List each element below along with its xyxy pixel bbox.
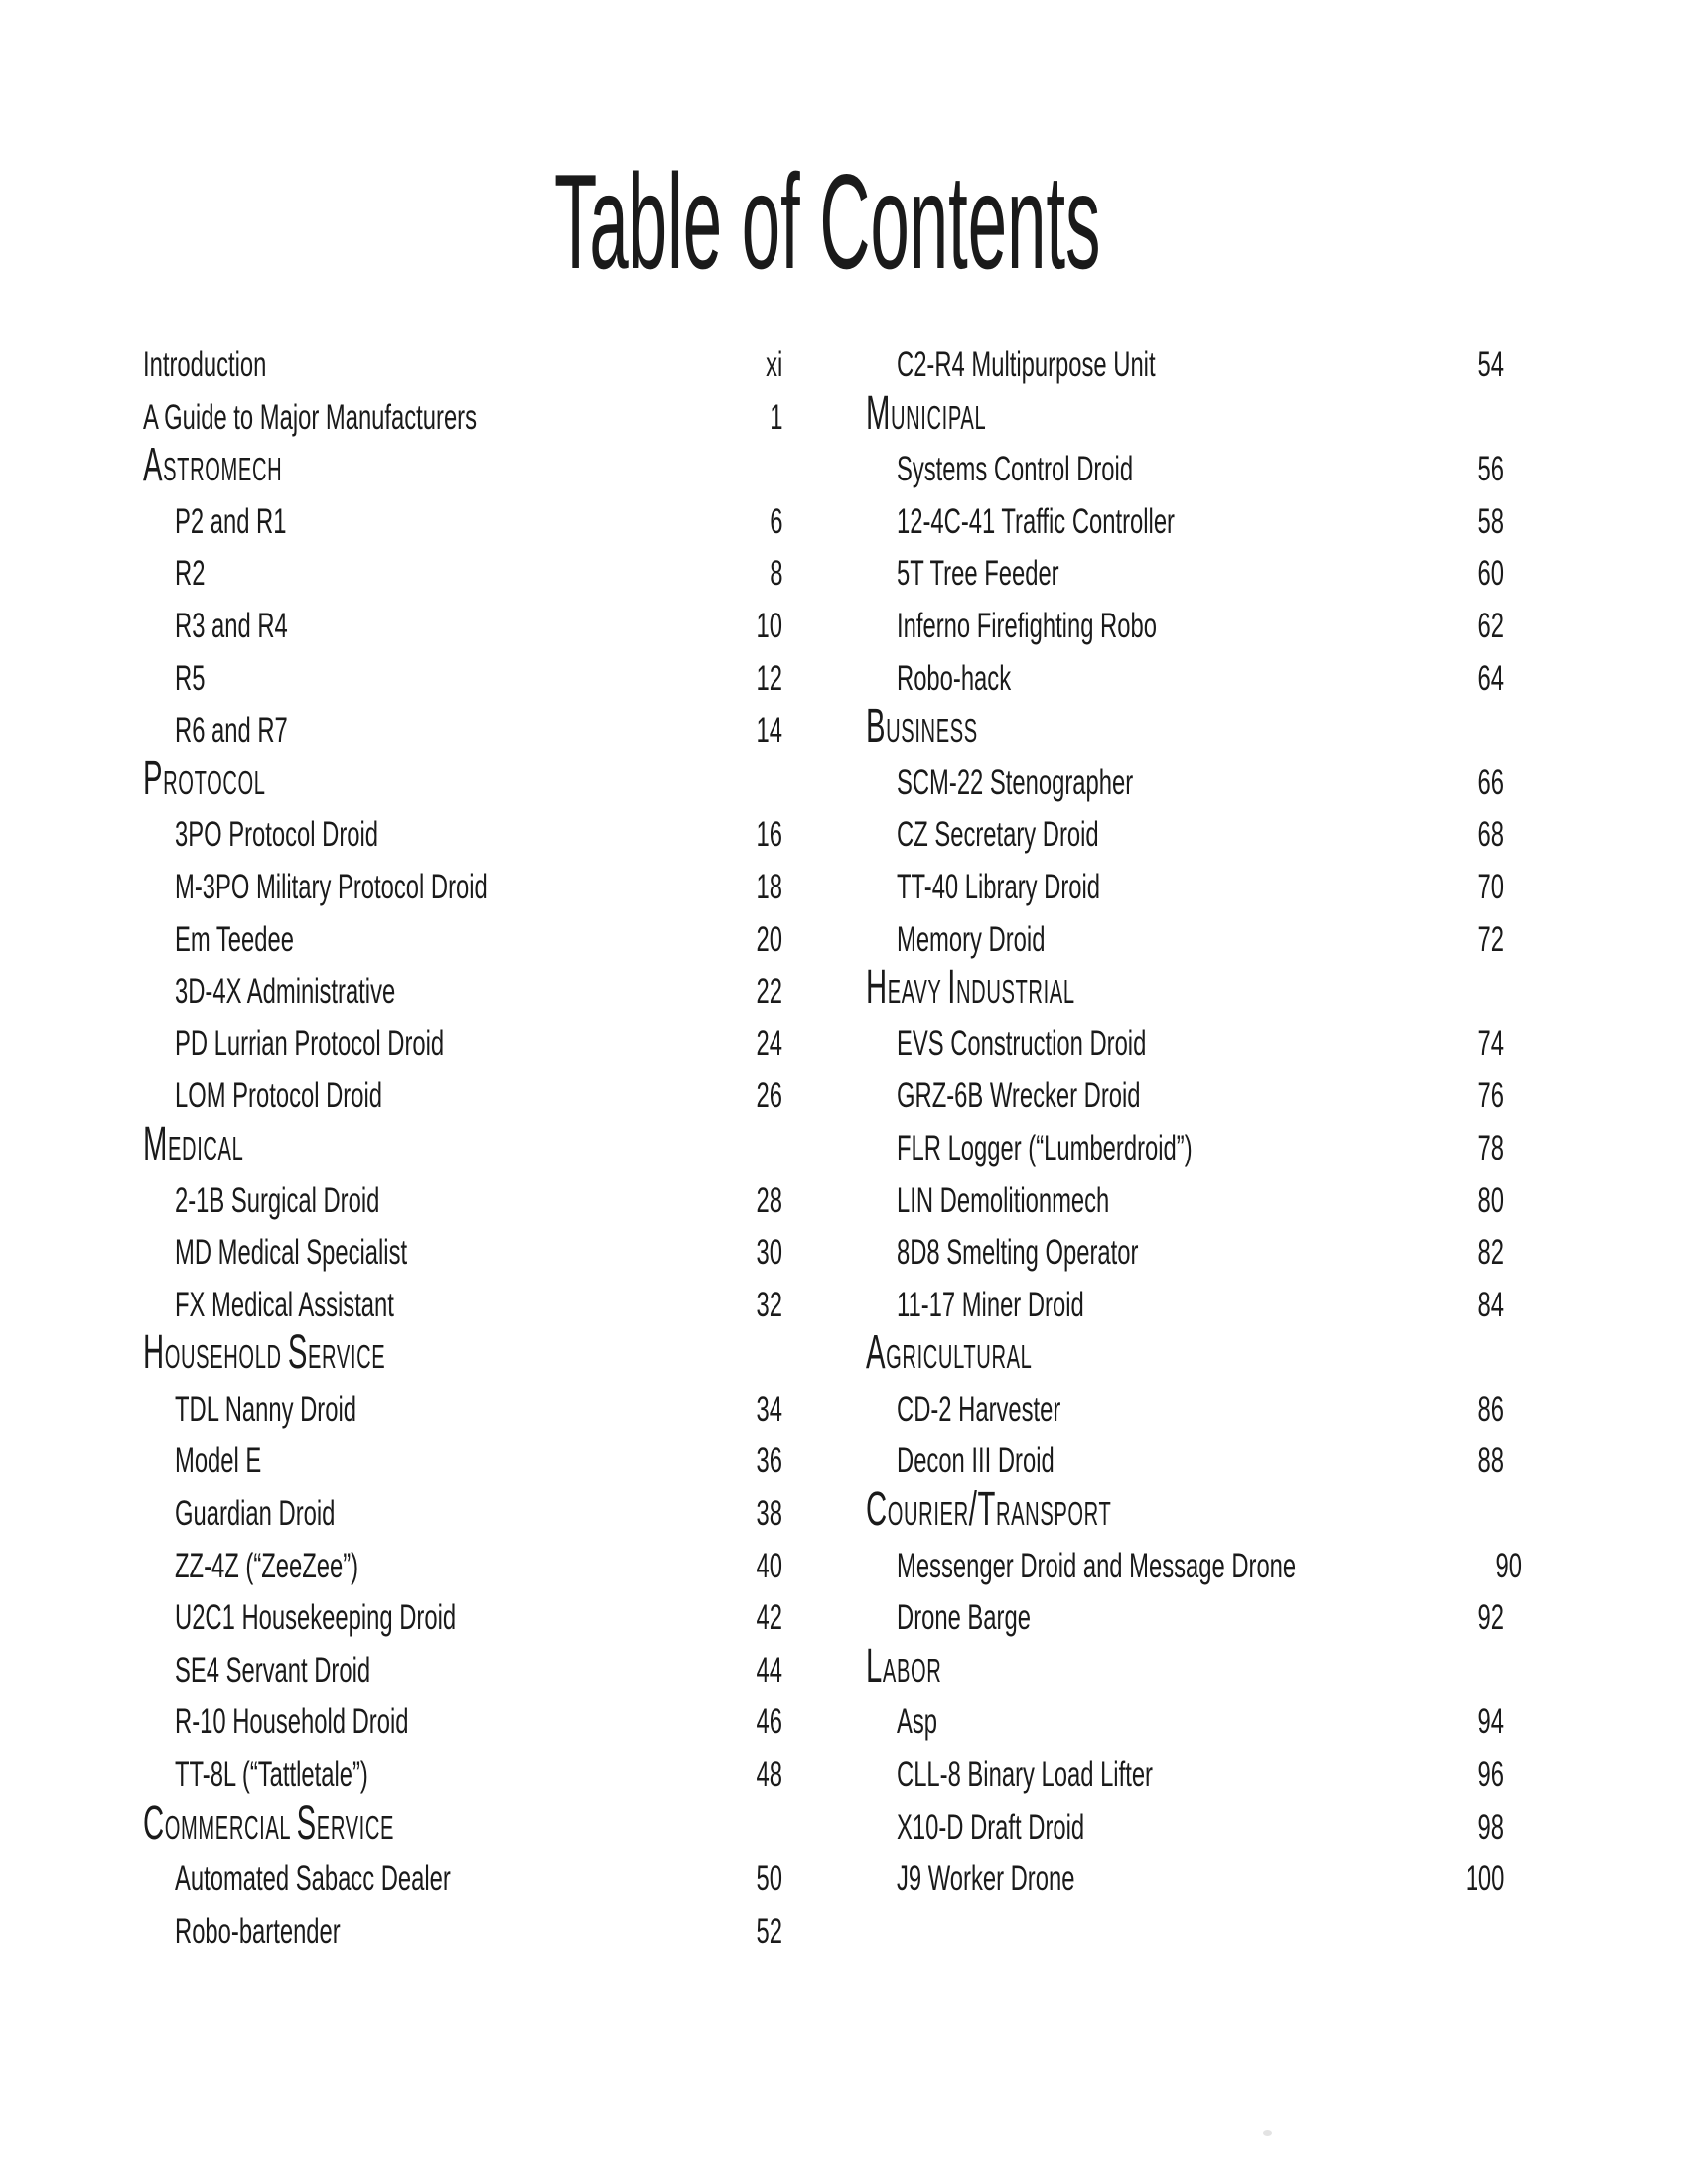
toc-entry [866, 862, 1504, 914]
toc-entry [143, 809, 782, 862]
toc-section-label: BUSINESS [866, 700, 978, 753]
toc-entry [143, 1541, 782, 1593]
toc-entry-page-number: 14 [756, 711, 782, 751]
toc-entry-page-number: 86 [1477, 1389, 1504, 1429]
toc-section-label: MUNICIPAL [866, 386, 987, 440]
toc-entry-label: FX Medical Assistant [175, 1285, 394, 1324]
toc-entry [143, 862, 782, 914]
toc-section-header [866, 961, 1504, 1019]
toc-entry-page-number: 1 [769, 397, 782, 437]
toc-entry-page-number: 10 [756, 606, 782, 645]
toc-entry-label: 5T Tree Feeder [897, 554, 1059, 594]
toc-entry-label: Decon III Droid [897, 1441, 1055, 1481]
toc-entry-page-number: 88 [1477, 1441, 1504, 1481]
toc-entry-page-number: 38 [756, 1494, 782, 1534]
toc-section-label: MEDICAL [143, 1117, 244, 1170]
toc-entry-page-number: 8 [769, 554, 782, 594]
toc-entry-page-number: 66 [1477, 762, 1504, 802]
toc-entry-label: 2-1B Surgical Droid [175, 1180, 380, 1220]
toc-entry-page-number: 74 [1477, 1024, 1504, 1063]
toc-entry-page-number: 56 [1477, 450, 1504, 489]
toc-entry-page-number: 50 [756, 1859, 782, 1899]
toc-entry-page-number: 42 [756, 1598, 782, 1638]
toc-entry [866, 653, 1504, 706]
toc-entry-label: Messenger Droid and Message Drone [897, 1546, 1297, 1585]
toc-entry [866, 1749, 1504, 1802]
toc-entry-page-number: 92 [1477, 1598, 1504, 1638]
toc-entry-page-number: 48 [756, 1755, 782, 1795]
toc-entry [143, 705, 782, 757]
toc-entry-label: TDL Nanny Droid [175, 1389, 356, 1429]
toc-entry-page-number: 36 [756, 1441, 782, 1481]
toc-entry-page-number: 94 [1477, 1703, 1504, 1742]
toc-entry-label: CD-2 Harvester [897, 1389, 1061, 1429]
toc-entry-page-number: 26 [756, 1076, 782, 1116]
toc-entry-label: Memory Droid [897, 919, 1046, 959]
toc-section-header [866, 1483, 1504, 1541]
toc-entry [866, 1853, 1504, 1906]
toc-entry-label: Automated Sabacc Dealer [175, 1859, 451, 1899]
toc-entry [866, 1384, 1504, 1436]
toc-entry-page-number: 44 [756, 1650, 782, 1690]
toc-entry [866, 1280, 1504, 1332]
toc-entry [143, 340, 782, 392]
toc-section-header [866, 1639, 1504, 1698]
toc-entry-page-number: 46 [756, 1703, 782, 1742]
toc-entry [143, 548, 782, 601]
toc-entry-label: ZZ-4Z (“ZeeZee”) [175, 1546, 359, 1585]
toc-entry [143, 1697, 782, 1749]
toc-entry [143, 1384, 782, 1436]
toc-entry-page-number: 100 [1465, 1859, 1504, 1899]
toc-entry [866, 1175, 1504, 1228]
toc-entry-page-number: 58 [1477, 501, 1504, 541]
toc-entry-page-number: 98 [1477, 1807, 1504, 1846]
toc-entry-label: P2 and R1 [175, 501, 287, 541]
toc-entry-label: LIN Demolitionmech [897, 1180, 1110, 1220]
toc-entry [866, 1802, 1504, 1854]
toc-column-right [866, 340, 1523, 1906]
toc-entry-page-number: 80 [1477, 1180, 1504, 1220]
toc-entry-page-number: xi [765, 345, 782, 384]
toc-entry [866, 1019, 1504, 1071]
toc-entry-label: R2 [175, 554, 206, 594]
toc-entry-page-number: 52 [756, 1911, 782, 1951]
toc-entry-page-number: 24 [756, 1024, 782, 1063]
toc-section-header [866, 1326, 1504, 1384]
toc-entry [143, 1175, 782, 1228]
toc-entry-page-number: 70 [1477, 867, 1504, 906]
toc-entry-page-number: 76 [1477, 1076, 1504, 1116]
toc-entry [143, 1853, 782, 1906]
toc-entry-label: R5 [175, 658, 206, 698]
page-title-text: Table of Contents [553, 146, 1101, 297]
toc-entry [143, 653, 782, 706]
toc-entry-page-number: 30 [756, 1233, 782, 1273]
toc-entry [866, 601, 1504, 653]
toc-entry [866, 1592, 1504, 1645]
toc-entry-label: 3D-4X Administrative [175, 972, 396, 1012]
toc-entry-page-number: 18 [756, 867, 782, 906]
toc-entry [143, 1227, 782, 1280]
toc-entry [866, 757, 1504, 810]
toc-section-header [143, 439, 782, 496]
toc-entry-page-number: 62 [1477, 606, 1504, 645]
toc-section-label: COURIER/TRANSPORT [866, 1483, 1112, 1537]
toc-entry [143, 1749, 782, 1802]
toc-entry-label: 11-17 Miner Droid [897, 1285, 1084, 1324]
toc-entry-label: Drone Barge [897, 1598, 1031, 1638]
toc-entry [866, 1697, 1504, 1749]
toc-entry-page-number: 78 [1477, 1128, 1504, 1167]
toc-entry-label: GRZ-6B Wrecker Droid [897, 1076, 1141, 1116]
toc-entry [143, 1280, 782, 1332]
toc-section-label: LABOR [866, 1639, 942, 1693]
toc-entry-page-number: 72 [1477, 919, 1504, 959]
toc-entry-page-number: 82 [1477, 1233, 1504, 1273]
toc-section-label: HEAVY INDUSTRIAL [866, 961, 1075, 1015]
toc-entry [143, 1906, 782, 1959]
toc-entry-page-number: 28 [756, 1180, 782, 1220]
toc-section-label: COMMERCIAL SERVICE [143, 1796, 395, 1849]
toc-entry [866, 340, 1504, 392]
toc-entry-label: X10-D Draft Droid [897, 1807, 1085, 1846]
toc-entry-page-number: 6 [769, 501, 782, 541]
toc-entry [143, 392, 782, 445]
scan-speck [1263, 2130, 1272, 2136]
toc-entry-label: TT-40 Library Droid [897, 867, 1101, 906]
toc-entry-label: MD Medical Specialist [175, 1233, 408, 1273]
toc-entry-label: Robo-hack [897, 658, 1012, 698]
toc-section-header [866, 386, 1504, 445]
toc-entry [143, 1435, 782, 1488]
toc-entry [143, 601, 782, 653]
toc-section-label: PROTOCOL [143, 751, 266, 805]
toc-entry [866, 548, 1504, 601]
toc-entry-page-number: 68 [1477, 815, 1504, 855]
toc-entry-label: TT-8L (“Tattletale”) [175, 1755, 368, 1795]
toc-entry [866, 1070, 1504, 1123]
toc-entry-label: R3 and R4 [175, 606, 288, 645]
toc-entry-label: Guardian Droid [175, 1494, 336, 1534]
toc-entry-page-number: 84 [1477, 1285, 1504, 1324]
toc-entry-label: 12-4C-41 Traffic Controller [897, 501, 1175, 541]
toc-entry-page-number: 64 [1477, 658, 1504, 698]
toc-entry-page-number: 34 [756, 1389, 782, 1429]
toc-section-header [143, 751, 782, 810]
toc-entry-label: Introduction [143, 345, 267, 384]
toc-entry-page-number: 16 [756, 815, 782, 855]
toc-entry [866, 444, 1504, 496]
toc-entry-label: Em Teedee [175, 919, 294, 959]
page-title [0, 146, 1654, 297]
toc-entry-label: C2-R4 Multipurpose Unit [897, 345, 1156, 384]
toc-section-header [143, 1326, 782, 1384]
toc-entry-label: M-3PO Military Protocol Droid [175, 867, 488, 906]
toc-entry-label: Inferno Firefighting Robo [897, 606, 1157, 645]
toc-section-label: AGRICULTURAL [866, 1326, 1033, 1380]
toc-entry-page-number: 40 [756, 1546, 782, 1585]
toc-entry [866, 496, 1504, 549]
toc-section-label: HOUSEHOLD SERVICE [143, 1326, 386, 1380]
toc-entry [143, 966, 782, 1019]
toc-entry-label: CLL-8 Binary Load Lifter [897, 1755, 1153, 1795]
toc-entry-label: R-10 Household Droid [175, 1703, 409, 1742]
toc-entry [866, 1227, 1504, 1280]
toc-entry-page-number: 22 [756, 972, 782, 1012]
toc-section-label: ASTROMECH [143, 439, 283, 492]
toc-entry-page-number: 96 [1477, 1755, 1504, 1795]
toc-entry [143, 1019, 782, 1071]
toc-entry [143, 1645, 782, 1698]
toc-entry-label: SCM-22 Stenographer [897, 762, 1134, 802]
toc-entry-page-number: 32 [756, 1285, 782, 1324]
toc-entry-label: SE4 Servant Droid [175, 1650, 371, 1690]
toc-entry [143, 1592, 782, 1645]
toc-entry [143, 1488, 782, 1541]
toc-entry-label: U2C1 Housekeeping Droid [175, 1598, 457, 1638]
toc-entry [143, 1070, 782, 1123]
toc-entry-label: Systems Control Droid [897, 450, 1134, 489]
toc-entry-page-number: 12 [756, 658, 782, 698]
toc-entry-label: 3PO Protocol Droid [175, 815, 379, 855]
toc-entry [866, 1541, 1523, 1593]
toc-entry [866, 1123, 1504, 1175]
toc-column-left [143, 340, 782, 1958]
toc-entry-label: CZ Secretary Droid [897, 815, 1099, 855]
toc-entry-label: Asp [897, 1703, 938, 1742]
toc-entry-label: PD Lurrian Protocol Droid [175, 1024, 445, 1063]
toc-entry [866, 1435, 1504, 1488]
toc-section-header [143, 1796, 782, 1854]
toc-entry [866, 809, 1504, 862]
toc-entry-label: A Guide to Major Manufacturers [143, 397, 478, 437]
toc-entry-label: LOM Protocol Droid [175, 1076, 382, 1116]
toc-entry-label: 8D8 Smelting Operator [897, 1233, 1139, 1273]
toc-entry-page-number: 90 [1495, 1546, 1523, 1585]
toc-entry [143, 496, 782, 549]
toc-entry-page-number: 20 [756, 919, 782, 959]
toc-entry-page-number: 54 [1477, 345, 1504, 384]
toc-section-header [143, 1117, 782, 1175]
toc-entry-label: J9 Worker Drone [897, 1859, 1075, 1899]
toc-section-header [866, 700, 1504, 757]
toc-entry-page-number: 60 [1477, 554, 1504, 594]
toc-entry [866, 914, 1504, 967]
toc-entry-label: R6 and R7 [175, 711, 288, 751]
toc-entry [143, 914, 782, 967]
toc-entry-label: FLR Logger (“Lumberdroid”) [897, 1128, 1193, 1167]
toc-entry-label: Robo-bartender [175, 1911, 341, 1951]
toc-entry-label: EVS Construction Droid [897, 1024, 1147, 1063]
toc-entry-label: Model E [175, 1441, 262, 1481]
